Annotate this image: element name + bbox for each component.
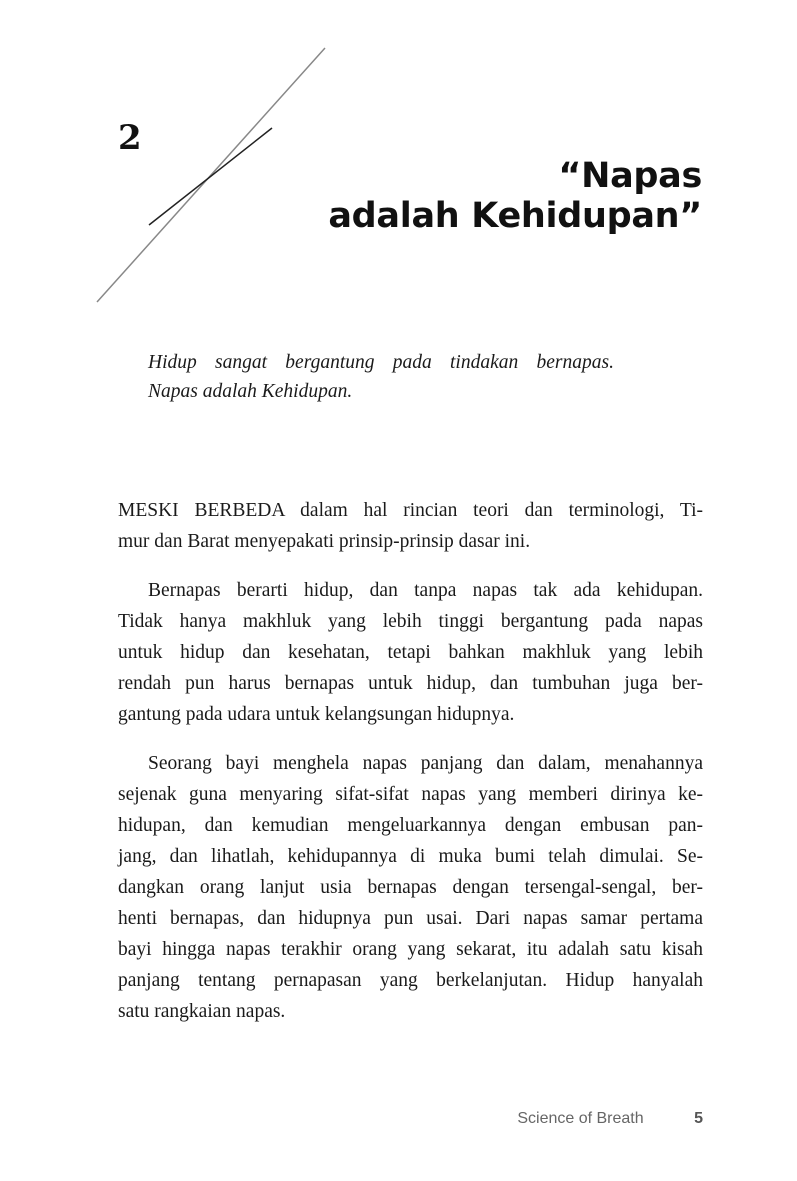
text-line: sejenak guna menyaring sifat-sifat napas yang memberi dirinya ke- xyxy=(118,784,703,805)
text-line: mur dan Barat menyepakati prinsip-prinsip dasar ini. xyxy=(118,531,531,552)
body-text xyxy=(118,495,703,1045)
page-footer xyxy=(517,1110,703,1128)
text-line: hidupan, dan kemudian mengeluarkannya dengan embusan pan- xyxy=(118,815,703,836)
text-line: jang, dan lihatlah, kehidupannya di muka bumi telah dimulai. Se- xyxy=(118,846,703,867)
text-line: MESKI BERBEDA dalam hal rincian teori dan terminologi, Ti- xyxy=(118,500,703,521)
paragraph-3 xyxy=(118,748,703,1027)
text-line: rendah pun harus bernapas untuk hidup, dan tumbuhan juga ber- xyxy=(118,673,703,694)
chapter-title-line-2: adalah Kehidupan” xyxy=(328,196,702,236)
text-line: bayi hingga napas terakhir orang yang sekarat, itu adalah satu kisah xyxy=(118,939,703,960)
paragraph-2 xyxy=(118,575,703,730)
text-line: Seorang bayi menghela napas panjang dan dalam, menahannya xyxy=(148,753,703,774)
text-line: dangkan orang lanjut usia bernapas dengan tersengal-sengal, ber- xyxy=(118,877,703,898)
text-line: untuk hidup dan kesehatan, tetapi bahkan makhluk yang lebih xyxy=(118,642,703,663)
epigraph xyxy=(148,348,614,406)
text-line: henti bernapas, dan hidupnya pun usai. Dari napas samar pertama xyxy=(118,908,703,929)
text-line: satu rangkaian napas. xyxy=(118,1001,286,1022)
epigraph-line: Hidup sangat bergantung pada tindakan bernapas. xyxy=(148,352,614,373)
epigraph-line: Napas adalah Kehidupan. xyxy=(148,381,353,402)
chapter-title xyxy=(222,156,702,236)
paragraph-1 xyxy=(118,495,703,557)
chapter-title-line-1: “Napas xyxy=(558,156,702,196)
text-line: gantung pada udara untuk kelangsungan hidupnya. xyxy=(118,704,515,725)
page-number: 5 xyxy=(694,1110,703,1127)
chapter-number: 2 xyxy=(118,118,142,158)
text-line: Bernapas berarti hidup, dan tanpa napas tak ada kehidupan. xyxy=(148,580,703,601)
text-line: panjang tentang pernapasan yang berkelanjutan. Hidup hanyalah xyxy=(118,970,703,991)
running-footer-title: Science of Breath xyxy=(517,1110,644,1127)
text-line: Tidak hanya makhluk yang lebih tinggi bergantung pada napas xyxy=(118,611,703,632)
